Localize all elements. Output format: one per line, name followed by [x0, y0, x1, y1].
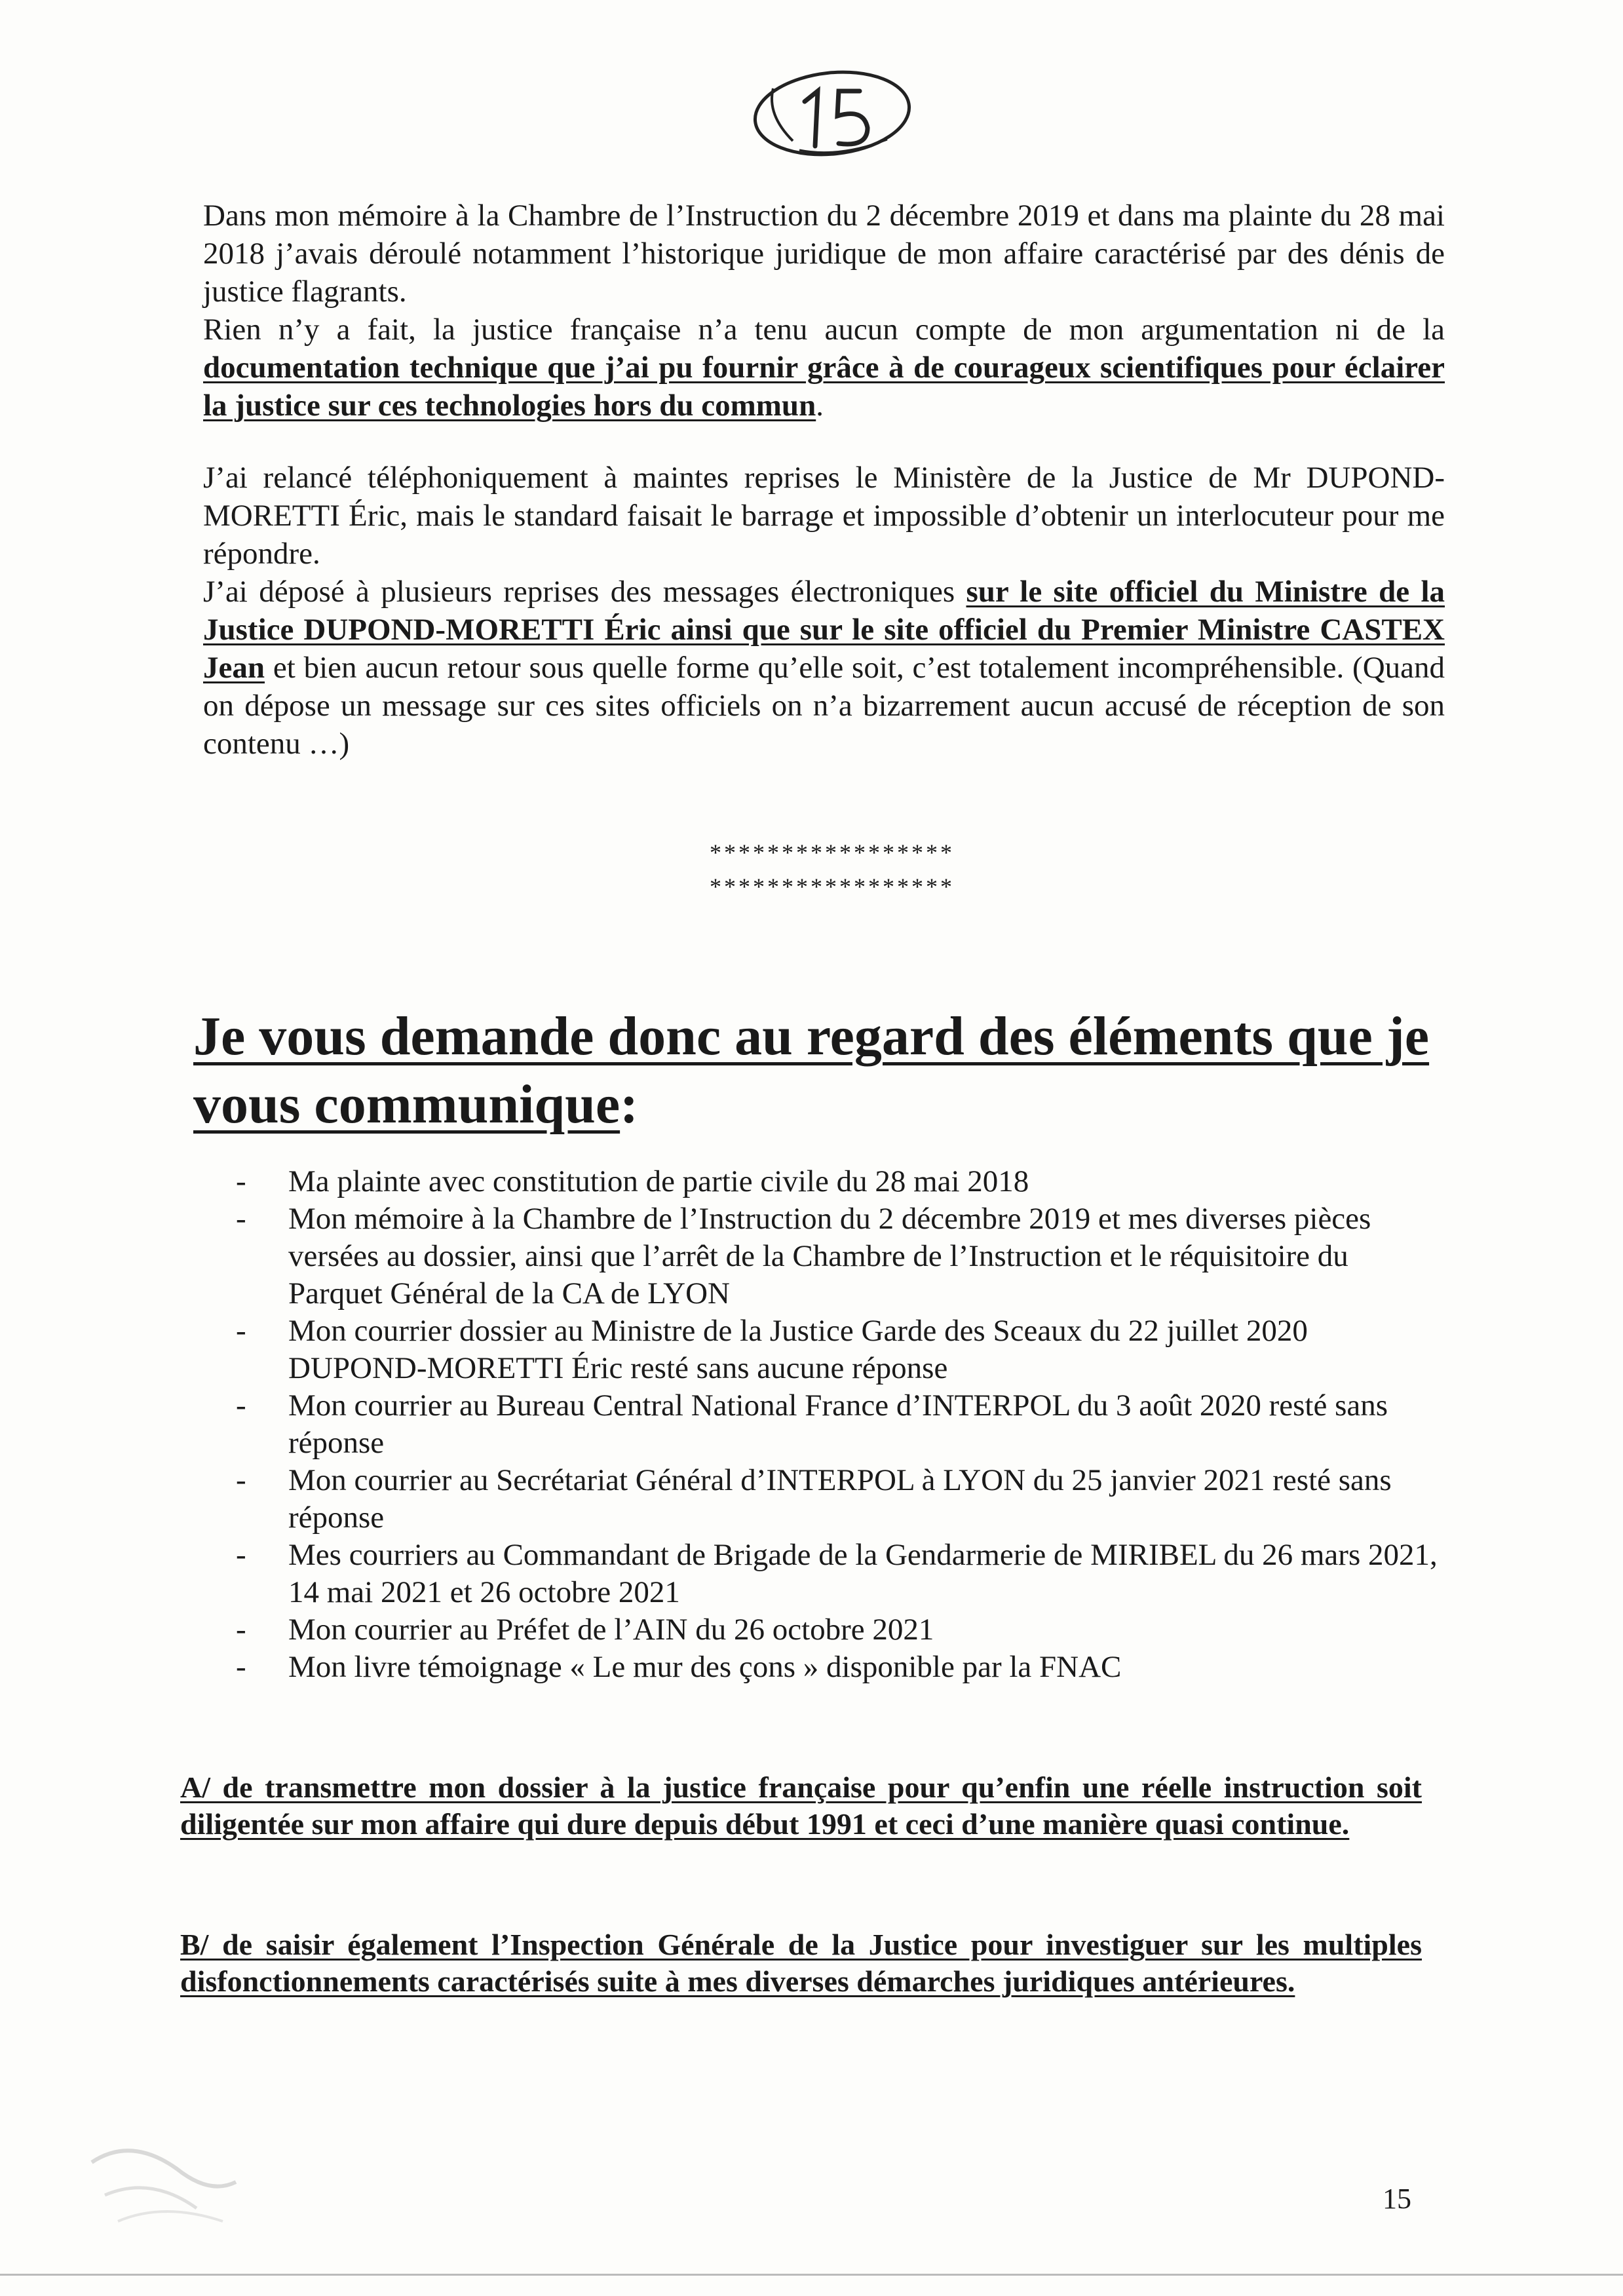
list-item — [236, 1462, 1442, 1537]
list-bullet: - — [236, 1463, 246, 1497]
list-item-text: Ma plainte avec constitution de partie civile du 28 mai 2018 — [288, 1164, 1029, 1198]
list-bullet: - — [236, 1538, 246, 1572]
list-item-text: Mon courrier au Bureau Central National France d’INTERPOL du 3 août 2020 resté sans réponse — [288, 1388, 1388, 1460]
request-a: A/ de transmettre mon dossier à la justice française pour qu’enfin une réelle instruction soit diligentée sur mon affaire qui dure depuis début 1991 et ceci d’une manière quasi continue. — [180, 1770, 1422, 1841]
list-bullet: - — [236, 1650, 246, 1684]
list-item — [236, 1387, 1442, 1462]
page-number: 15 — [1383, 2183, 1411, 2215]
para1-text-b: Rien n’y a fait, la justice française n’a tenu aucun compte de mon argumentation ni de la — [203, 313, 1445, 347]
list-item — [236, 1649, 1442, 1686]
list-item-text: Mes courriers au Commandant de Brigade de la Gendarmerie de MIRIBEL du 26 mars 2021, 14 mai 2021 et 26 octobre 2021 — [288, 1538, 1438, 1609]
list-item-text: Mon courrier dossier au Ministre de la Justice Garde des Sceaux du 22 juillet 2020 DUPOND-MORETTI Éric resté sans aucune réponse — [288, 1314, 1308, 1385]
page-bottom-edge — [0, 2274, 1623, 2276]
list-item — [236, 1312, 1442, 1387]
list-item — [236, 1163, 1442, 1200]
paragraph-ministry-contact — [203, 459, 1445, 763]
list-item-text: Mon livre témoignage « Le mur des çons » disponible par la FNAC — [288, 1650, 1122, 1684]
request-heading-text: Je vous demande donc au regard des éléments que je vous communique — [193, 1006, 1430, 1135]
separator-stars-2: ***************** — [710, 873, 955, 900]
request-b: B/ de saisir également l’Inspection Générale de la Justice pour investiguer sur les multiples disfonctionnements caractérisés suite à mes diverses démarches juridiques antérieures. — [180, 1928, 1422, 1998]
para2-bold-official-sites: sur le site officiel du Ministre de la Justice DUPOND-MORETTI Éric ainsi que sur le site officiel du Premier Ministre CASTEX Jean — [203, 575, 1445, 685]
list-bullet: - — [236, 1613, 246, 1647]
list-bullet: - — [236, 1388, 246, 1423]
para1-end: . — [816, 389, 824, 423]
list-bullet: - — [236, 1164, 246, 1198]
list-item — [236, 1611, 1442, 1649]
para1-bold-documentation: documentation technique que j’ai pu fournir grâce à de courageux scientifiques pour éclairer la justice sur ces technologies hors du commun — [203, 351, 1445, 423]
para2-text-c: et bien aucun retour sous quelle forme qu’elle soit, c’est totalement incompréhensible. (Quand on dépose un message sur ces sites officiels on n’a bizarrement aucun accusé de réception de son contenu …) — [203, 651, 1445, 761]
separator-stars-1: ***************** — [710, 839, 955, 866]
list-item — [236, 1537, 1442, 1611]
para2-text-b: J’ai déposé à plusieurs reprises des messages électroniques — [203, 575, 955, 609]
list-item-text: Mon courrier au Préfet de l’AIN du 26 octobre 2021 — [288, 1613, 934, 1647]
list-bullet: - — [236, 1202, 246, 1236]
para2-text: J’ai relancé téléphoniquement à maintes reprises le Ministère de la Justice de Mr DUPOND-MORETTI Éric, mais le standard faisait le barrage et impossible d’obtenir un interlocuteur pour me répondre. — [203, 461, 1445, 571]
handwritten-page-number-stamp — [747, 62, 917, 167]
list-item-text: Mon mémoire à la Chambre de l’Instruction du 2 décembre 2019 et mes diverses pièces versées au dossier, ainsi que l’arrêt de la Chambre de l’Instruction et le réquisitoire du Parquet Général de la CA de LYON — [288, 1202, 1371, 1311]
request-heading-colon: : — [620, 1074, 639, 1135]
circled-number-icon — [747, 62, 917, 167]
list-item-text: Mon courrier au Secrétariat Général d’INTERPOL à LYON du 25 janvier 2021 resté sans réponse — [288, 1463, 1392, 1535]
request-heading — [193, 1003, 1471, 1139]
documents-list — [236, 1163, 1442, 1686]
scan-smudge-mark — [79, 2123, 249, 2234]
list-bullet: - — [236, 1314, 246, 1348]
paragraph-arguments — [203, 197, 1445, 425]
list-item — [236, 1200, 1442, 1312]
para1-text: Dans mon mémoire à la Chambre de l’Instruction du 2 décembre 2019 et dans ma plainte du 28 mai 2018 j’avais déroulé notamment l’historique juridique de mon affaire caractérisé par des dénis de justice flagrants. — [203, 199, 1445, 309]
